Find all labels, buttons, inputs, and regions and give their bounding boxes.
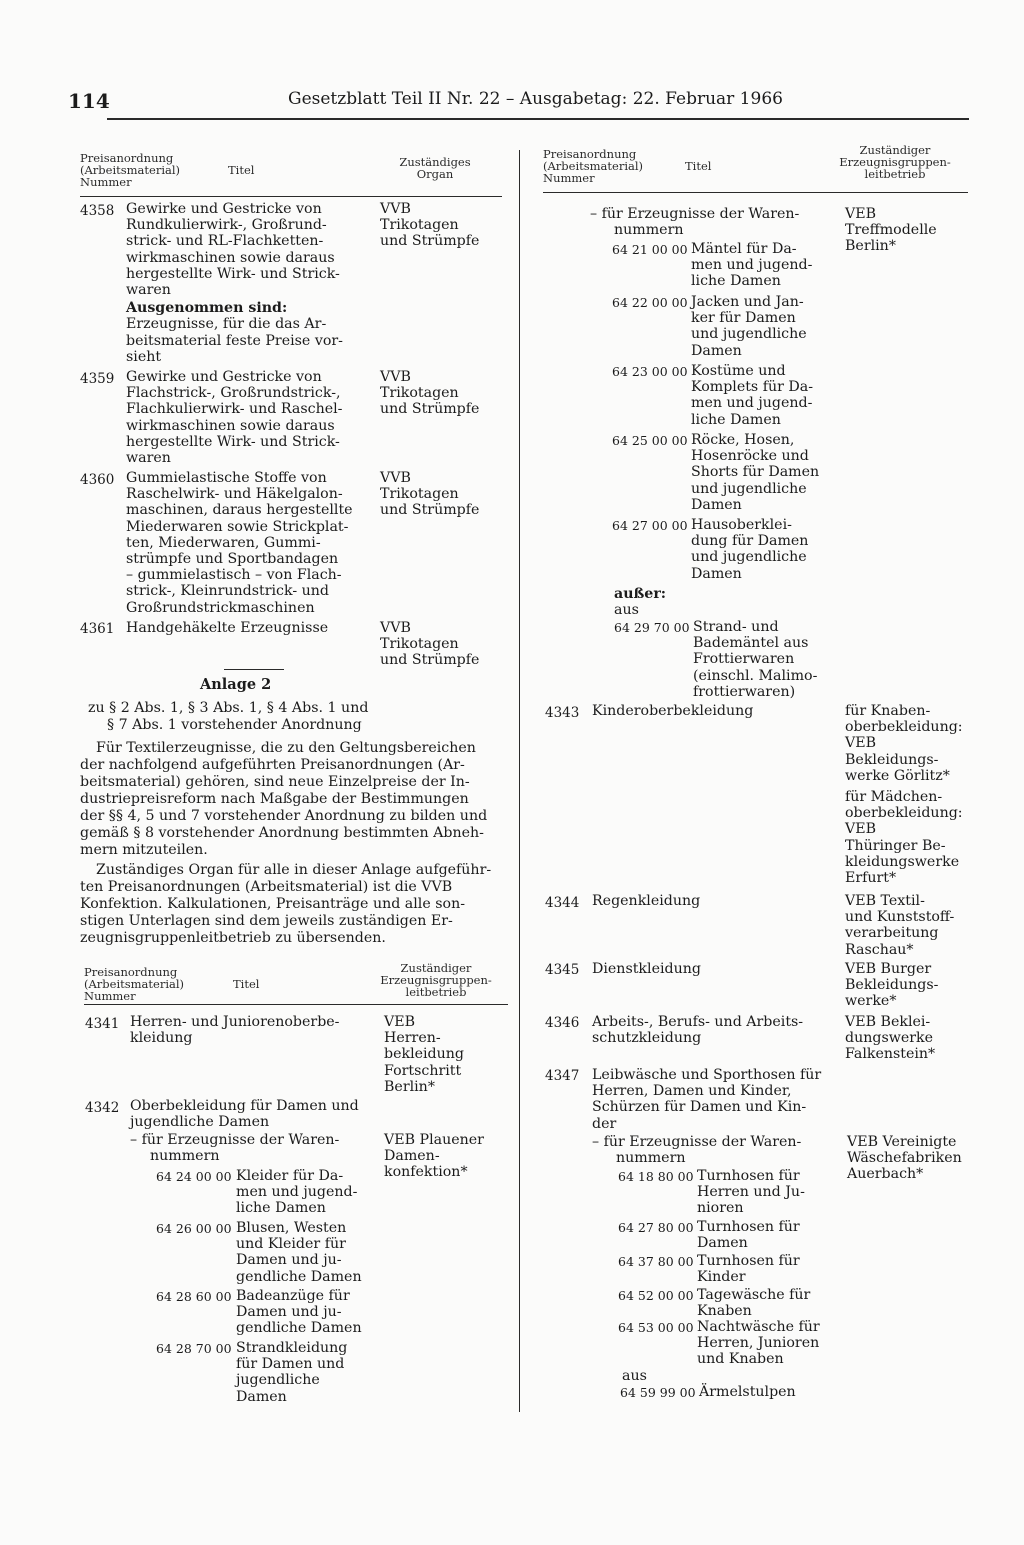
- ware-code: 64 25 00 00: [612, 433, 688, 448]
- col-header-leitbetrieb: Zuständiger Erzeugnisgruppen- leitbetrieb: [839, 143, 951, 181]
- anlage-heading: Anlage 2: [200, 676, 272, 693]
- row-number: 4341: [85, 1016, 120, 1032]
- col-header-number: Preisanordnung (Arbeitsmaterial) Nummer: [80, 151, 181, 189]
- row-number: 4342: [85, 1100, 120, 1116]
- ware-code: 64 26 00 00: [156, 1221, 232, 1236]
- ware-code: 64 22 00 00: [612, 295, 688, 310]
- anlage-rule: [224, 669, 284, 670]
- row-subheading: – für Erzeugnisse der Waren- nummern: [130, 1132, 340, 1165]
- running-title: Gesetzblatt Teil II Nr. 22 – Ausgabetag: 22. Februar 1966: [288, 89, 783, 109]
- ware-code: 64 24 00 00: [156, 1169, 232, 1184]
- ware-text: Kleider für Da- men und jugend- liche Damen: [236, 1168, 358, 1217]
- row-number: 4345: [545, 962, 580, 978]
- ware-text: Badeanzüge für Damen und ju- gendliche Damen: [236, 1288, 362, 1337]
- row-leitbetrieb: VEB Herren- bekleidung Fortschritt Berlin*: [384, 1014, 464, 1095]
- col-header-leitbetrieb: Zuständiger Erzeugnisgruppen- leitbetrieb: [380, 961, 492, 999]
- row-title: Arbeits-, Berufs- und Arbeits- schutzkleidung: [592, 1014, 804, 1047]
- col-header-title: Titel: [233, 977, 260, 991]
- row-title: Kinderoberbekleidung: [592, 703, 754, 719]
- row-leitbetrieb: für Knaben- oberbekleidung: VEB Bekleidungs- werke Görlitz* für Mädchen- oberbekleidung: VEB Thüringer Be- kleidungswerke Erfurt*: [845, 703, 963, 887]
- ware-text: Turnhosen für Herren und Ju- nioren: [697, 1168, 805, 1217]
- row-title: Oberbekleidung für Damen und jugendliche Damen: [130, 1098, 359, 1131]
- ware-code: 64 21 00 00: [612, 242, 688, 257]
- row-leitbetrieb: VEB Burger Bekleidungs- werke*: [845, 961, 939, 1010]
- ware-text: Turnhosen für Damen: [697, 1219, 800, 1252]
- ware-code: 64 52 00 00: [618, 1288, 694, 1303]
- ware-code: 64 27 00 00: [612, 518, 688, 533]
- col-header-number: Preisanordnung (Arbeitsmaterial) Nummer: [543, 147, 644, 185]
- row-title: Leibwäsche und Sporthosen für Herren, Damen und Kinder, Schürzen für Damen und Kin- der: [592, 1067, 822, 1132]
- row-title: Gewirke und Gestricke von Flachstrick-, Großrundstrick-, Flachkulierwirk- und Raschel- wirkmaschinen sowie daraus hergestellte Wirk- und Strick- waren: [126, 369, 343, 467]
- row-number: 4361: [80, 621, 115, 637]
- ware-code: 64 23 00 00: [612, 364, 688, 379]
- row-organ: VVB Trikotagen und Strümpfe: [380, 470, 480, 519]
- ware-code: 64 27 80 00: [618, 1220, 694, 1235]
- col-header-title: Titel: [685, 159, 712, 173]
- col-header-number: Preisanordnung (Arbeitsmaterial) Nummer: [84, 965, 185, 1003]
- row-number: 4360: [80, 472, 115, 488]
- ware-text: Jacken und Jan- ker für Damen und jugendliche Damen: [691, 294, 807, 359]
- ware-code: 64 53 00 00: [618, 1320, 694, 1335]
- row-number: 4358: [80, 203, 115, 219]
- ware-code: 64 28 60 00: [156, 1289, 232, 1304]
- row-leitbetrieb: VEB Textil- und Kunststoff- verarbeitung Raschau*: [845, 893, 955, 958]
- row-number: 4343: [545, 705, 580, 721]
- row-number: 4346: [545, 1015, 580, 1031]
- table-header-rule: [80, 196, 502, 197]
- row-leitbetrieb: VEB Beklei- dungswerke Falkenstein*: [845, 1014, 936, 1063]
- ware-text: Ärmelstulpen: [699, 1384, 796, 1400]
- row-subheading: – für Erzeugnisse der Waren- nummern: [592, 1134, 802, 1167]
- ware-text: Strand- und Bademäntel aus Frottierwaren (einschl. Malimo- frottierwaren): [693, 619, 818, 700]
- row-leitbetrieb: VEB Vereinigte Wäschefabriken Auerbach*: [847, 1134, 962, 1183]
- row-organ: VVB Trikotagen und Strümpfe: [380, 201, 480, 250]
- ware-text: Tagewäsche für Knaben: [697, 1287, 811, 1320]
- row-number: 4344: [545, 895, 580, 911]
- ware-code: 64 37 80 00: [618, 1254, 694, 1269]
- header-rule: [107, 118, 969, 120]
- row-organ: VVB Trikotagen und Strümpfe: [380, 369, 480, 418]
- exception-heading: Ausgenommen sind:: [126, 300, 288, 317]
- col-header-organ: Zuständiges Organ: [399, 155, 471, 181]
- row-title: Handgehäkelte Erzeugnisse: [126, 620, 329, 636]
- ware-code: 64 28 70 00: [156, 1341, 232, 1356]
- aus-label: aus: [622, 1368, 647, 1384]
- ware-text: Röcke, Hosen, Hosenröcke und Shorts für Damen und jugendliche Damen: [691, 432, 820, 513]
- exception-label: außer:: [614, 586, 667, 602]
- row-number: 4359: [80, 371, 115, 387]
- ware-text: Blusen, Westen und Kleider für Damen und ju- gendliche Damen: [236, 1220, 362, 1285]
- row-title: Dienstkleidung: [592, 961, 701, 977]
- ware-code: 64 59 99 00: [620, 1385, 696, 1400]
- ware-text: Turnhosen für Kinder: [697, 1253, 800, 1286]
- row-organ: VVB Trikotagen und Strümpfe: [380, 620, 480, 669]
- table-header-rule: [84, 1004, 508, 1005]
- col-header-title: Titel: [228, 163, 255, 177]
- row-leitbetrieb: VEB Plauener Damen- konfektion*: [384, 1132, 484, 1181]
- aus-label: aus: [614, 602, 639, 618]
- anlage-paragraph-1: Für Textilerzeugnisse, die zu den Geltungsbereichen der nachfolgend aufgeführten Preisanordnungen (Ar- beitsmaterial) gehören, sind neue Einzelpreise der In- dustriepreisreform nach Maßgabe der Bestimmungen der §§ 4, 5 und 7 vorstehender Anordnung zu bilden und gemäß § 8 vorstehender Anordnung bestimmten Abneh- mern mitzuteilen.: [80, 740, 488, 858]
- ware-code: 64 29 70 00: [614, 620, 690, 635]
- row-number: 4347: [545, 1068, 580, 1084]
- row-title: Gummielastische Stoffe von Raschelwirk- und Häkelgalon- maschinen, daraus hergestellte Miederwaren sowie Strickplat- ten, Miederwaren, Gummi- strümpfe und Sportbandagen – gummielastisch – von Flach- strick-, Kleinrundstrick- und Großrundstrickmaschinen: [126, 470, 353, 616]
- page-number: 114: [68, 89, 110, 113]
- ware-text: Hausoberklei- dung für Damen und jugendliche Damen: [691, 517, 809, 582]
- row-title: Herren- und Juniorenoberbe- kleidung: [130, 1014, 340, 1047]
- ware-text: Nachtwäsche für Herren, Junioren und Knaben: [697, 1319, 820, 1368]
- ware-text: Strandkleidung für Damen und jugendliche Damen: [236, 1340, 348, 1405]
- ware-text: Kostüme und Komplets für Da- men und jugend- liche Damen: [691, 363, 814, 428]
- anlage-reference: zu § 2 Abs. 1, § 3 Abs. 1, § 4 Abs. 1 und § 7 Abs. 1 vorstehender Anordnung: [88, 700, 369, 733]
- ware-code: 64 18 80 00: [618, 1169, 694, 1184]
- column-divider: [519, 150, 520, 1412]
- row-title: Gewirke und Gestricke von Rundkulierwirk-, Großrund- strick- und RL-Flachketten- wirkmaschinen sowie daraus hergestellte Wirk- und Strick- waren Ausgenommen sind: Erzeugnisse, für die das Ar- beitsmaterial feste Preise vor- sieht: [126, 201, 366, 365]
- anlage-paragraph-2: Zuständiges Organ für alle in dieser Anlage aufgeführ- ten Preisanordnungen (Arbeitsmaterial) ist die VVB Konfektion. Kalkulationen, Preisanträge und alle son- stigen Unterlagen sind dem jeweils zuständigen Er- zeugnisgruppenleitbetrieb zu übersenden.: [80, 862, 492, 946]
- table-header-rule: [543, 192, 968, 193]
- row-leitbetrieb: VEB Treffmodelle Berlin*: [845, 206, 937, 255]
- row-subheading: – für Erzeugnisse der Waren- nummern: [590, 206, 800, 239]
- ware-text: Mäntel für Da- men und jugend- liche Damen: [691, 241, 813, 290]
- row-title: Regenkleidung: [592, 893, 701, 909]
